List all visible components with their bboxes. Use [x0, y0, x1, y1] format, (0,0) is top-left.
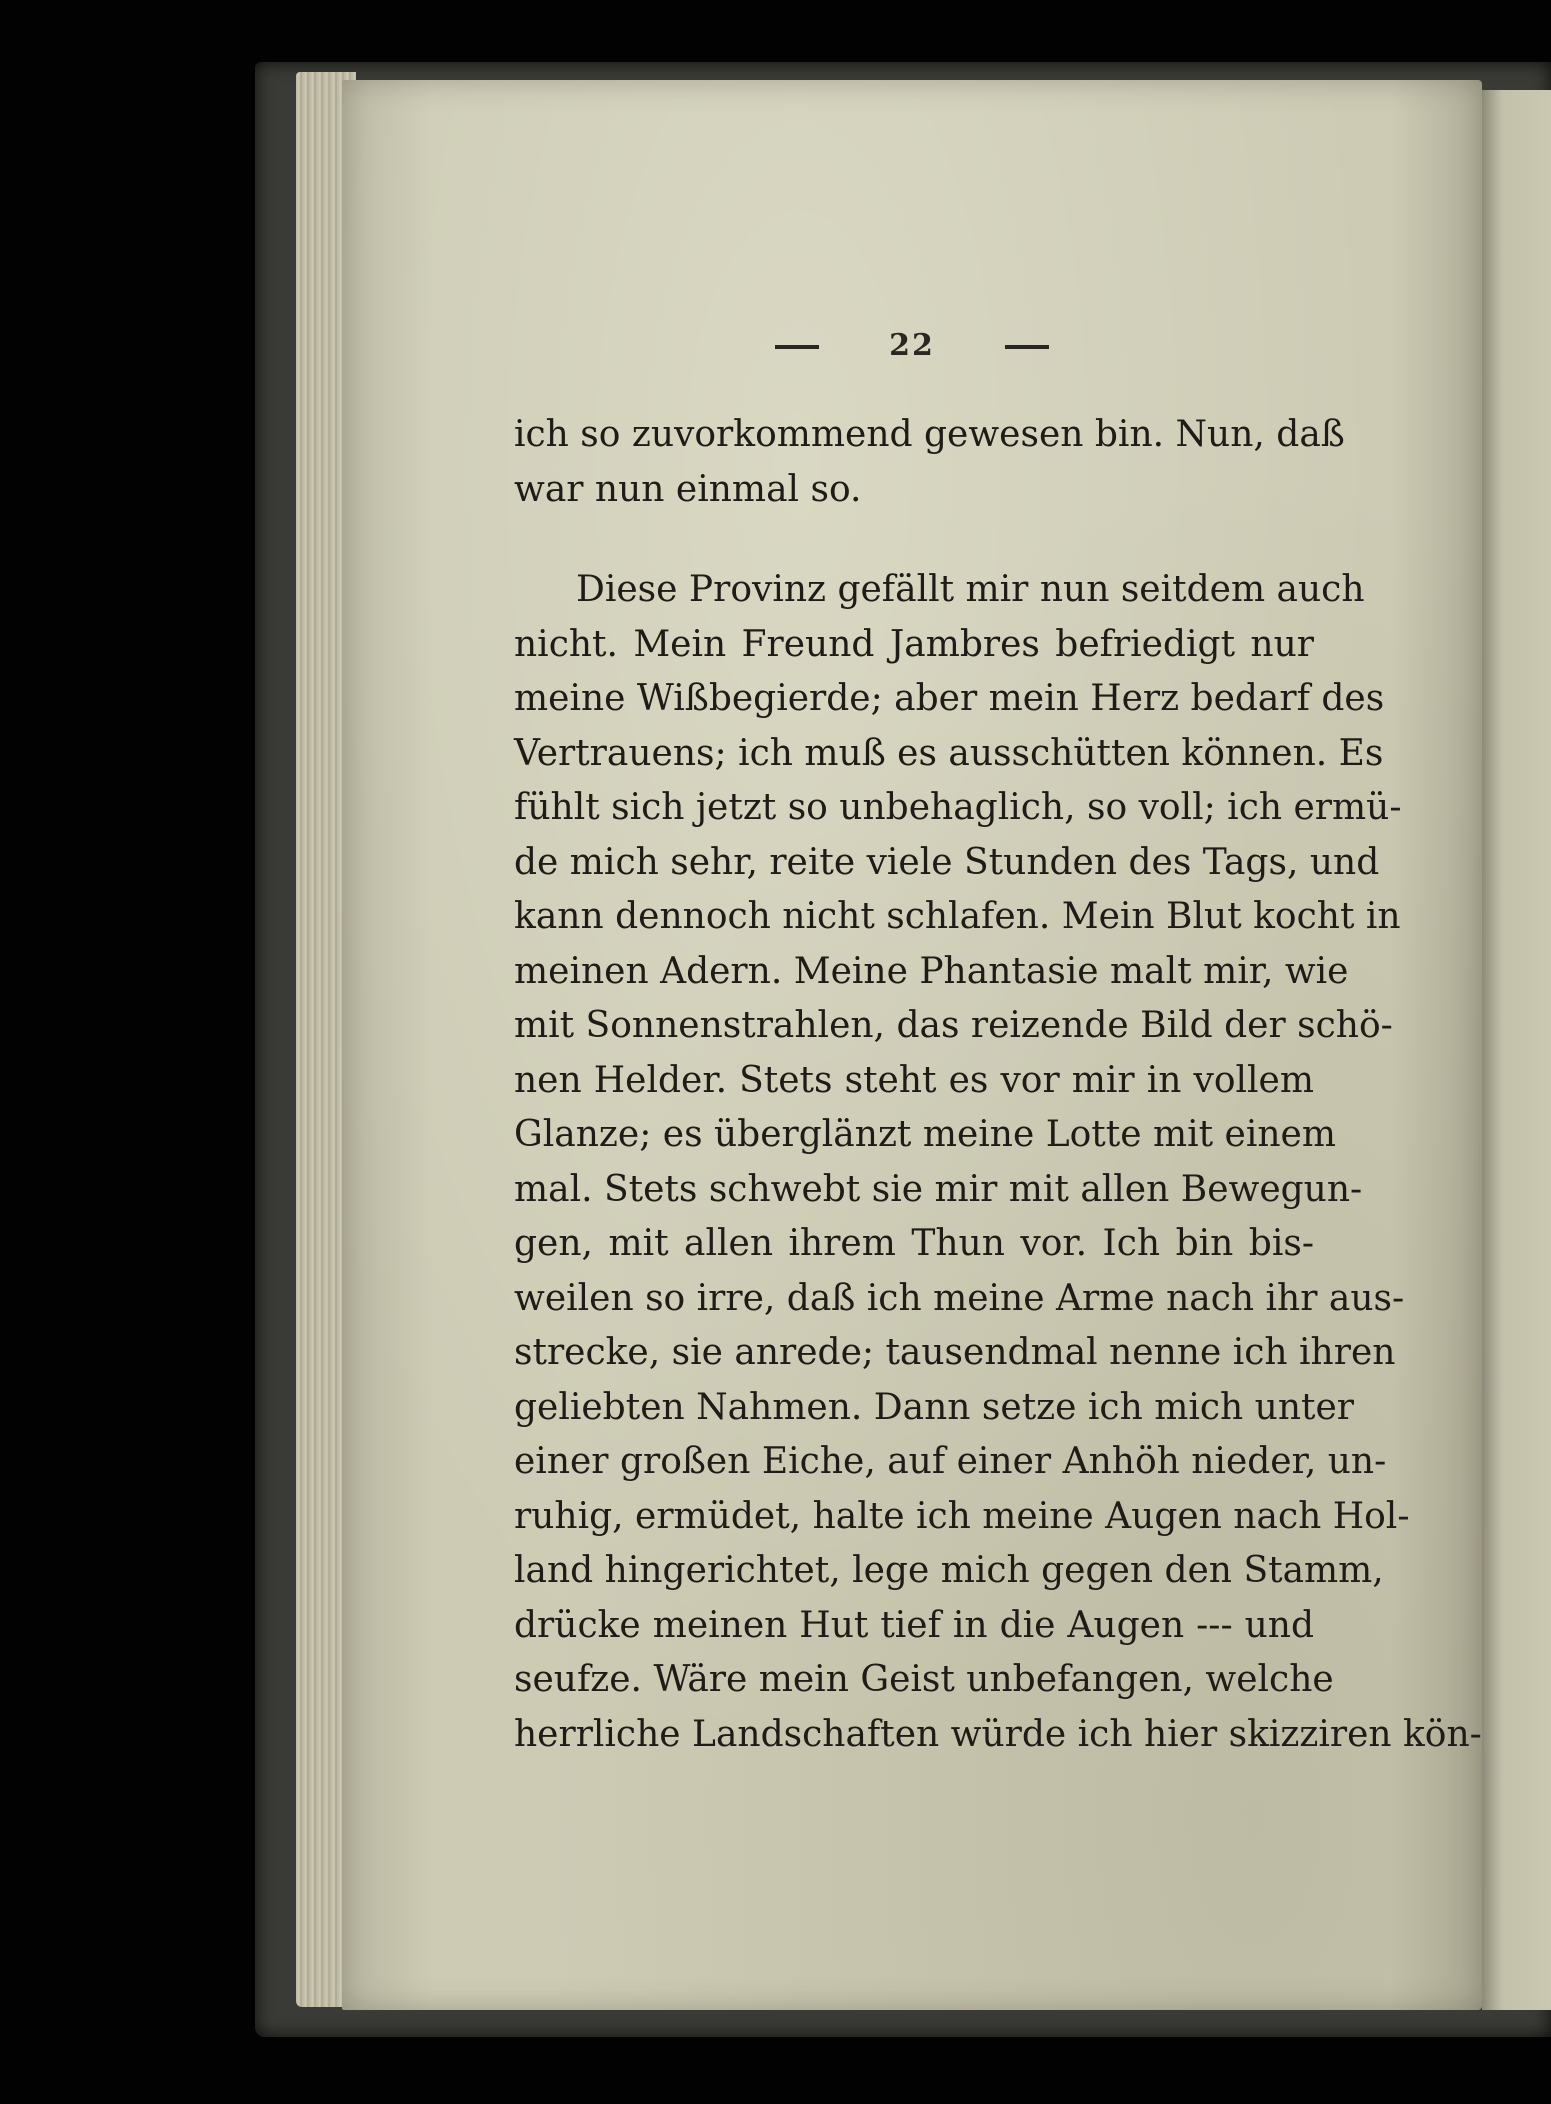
text-line: Vertrauens; ich muß es ausschütten können. Es [514, 732, 1384, 774]
page-number: 22 [889, 328, 935, 363]
book-page [342, 80, 1482, 2010]
text-line: seufze. Wäre mein Geist unbefangen, welche [514, 1659, 1334, 1700]
text-line: einer großen Eiche, auf einer Anhöh nieder, un- [514, 1441, 1387, 1482]
text-line: meinen Adern. Meine Phantasie malt mir, wie [514, 950, 1349, 992]
text-line: drücke meinen Hut tief in die Augen --- und [514, 1604, 1314, 1646]
text-line: Diese Provinz gefällt mir nun seitdem auch [576, 569, 1365, 610]
text-line: war nun einmal so. [514, 468, 862, 510]
text-line: strecke, sie anrede; tausendmal nenne ich ihren [514, 1332, 1396, 1373]
text-line: meine Wißbegierde; aber mein Herz bedarf des [514, 678, 1385, 719]
body-text [514, 408, 1482, 1762]
text-line: land hingerichtet, lege mich gegen den Stamm, [514, 1550, 1384, 1591]
text-line: weilen so irre, daß ich meine Arme nach ihr aus- [514, 1277, 1405, 1319]
text-line: Glanze; es überglänzt meine Lotte mit einem [514, 1114, 1336, 1155]
text-line: ruhig, ermüdet, halte ich meine Augen nach Hol- [514, 1495, 1410, 1537]
header-dash-left [775, 345, 819, 349]
text-line: mit Sonnenstrahlen, das reizende Bild der schö- [514, 1005, 1393, 1046]
text-line: herrliche Landschaften würde ich hier skizziren kön- [514, 1713, 1482, 1755]
text-line: mal. Stets schwebt sie mir mit allen Bewegun- [514, 1168, 1363, 1210]
text-line: ich so zuvorkommend gewesen bin. Nun, daß [514, 414, 1345, 455]
text-line: kann dennoch nicht schlafen. Mein Blut kocht in [514, 896, 1401, 937]
text-line: geliebten Nahmen. Dann setze ich mich unter [514, 1386, 1354, 1428]
text-line: de mich sehr, reite viele Stunden des Tags, und [514, 841, 1380, 883]
next-page-edge [1482, 90, 1551, 2010]
paragraph-gap [514, 517, 1314, 563]
text-line: fühlt sich jetzt so unbehaglich, so voll; ich ermü- [514, 787, 1402, 828]
text-line: nen Helder. Stets steht es vor mir in vollem [514, 1059, 1314, 1101]
page-header [342, 328, 1482, 363]
text-line: gen, mit allen ihrem Thun vor. Ich bin bis- [514, 1223, 1314, 1264]
text-line: nicht. Mein Freund Jambres befriedigt nur [514, 623, 1314, 665]
header-dash-right [1005, 345, 1049, 349]
